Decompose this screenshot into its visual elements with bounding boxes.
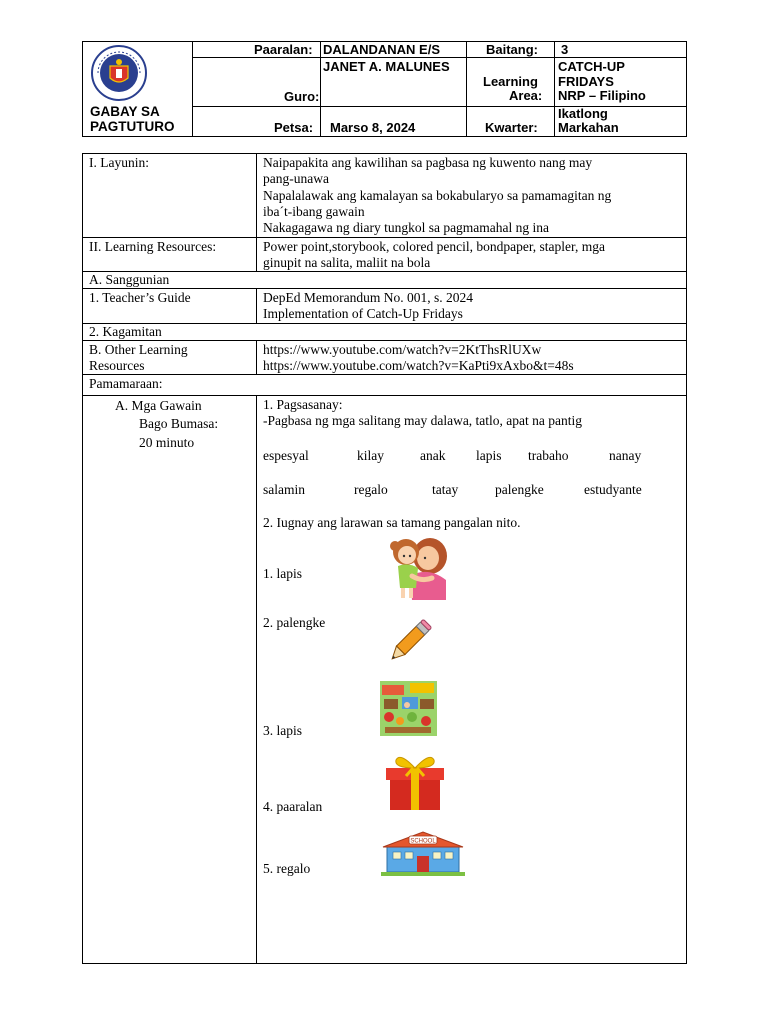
guide-title-line2: PAGTUTURO bbox=[90, 119, 175, 134]
word-palengke: palengke bbox=[495, 482, 544, 497]
teacher-label: Guro: bbox=[284, 89, 320, 104]
gift-picture bbox=[384, 752, 446, 812]
teachers-guide-line-2: Implementation of Catch-Up Fridays bbox=[263, 306, 463, 321]
drill-instruction: -Pagbasa ng mga salitang may dalawa, tatlo, apat na pantig bbox=[263, 413, 583, 428]
school-picture bbox=[381, 830, 465, 876]
area-value-line1: CATCH-UP bbox=[558, 59, 625, 74]
teachers-guide-label: 1. Teacher’s Guide bbox=[89, 290, 191, 305]
match-instruction: 2. Iugnay ang larawan sa tamang pangalan nito. bbox=[263, 515, 521, 530]
youtube-link-2[interactable]: https://www.youtube.com/watch?v=KaPti9xAxbo&t=48s bbox=[263, 358, 574, 373]
school-value: DALANDANAN E/S bbox=[323, 42, 440, 57]
word-lapis: lapis bbox=[476, 448, 502, 463]
other-resources-label-line1: B. Other Learning bbox=[89, 342, 188, 357]
school-sign-text: SCHOOL bbox=[410, 838, 436, 845]
activity-label-line3: 20 minuto bbox=[139, 435, 195, 450]
grade-label: Baitang: bbox=[486, 42, 538, 57]
guide-title bbox=[90, 104, 175, 134]
teacher-value: JANET A. MALUNES bbox=[323, 59, 450, 74]
drill-title: 1. Pagsasanay: bbox=[263, 397, 343, 412]
area-value-line3: NRP – Filipino bbox=[558, 88, 646, 103]
mother-child-picture bbox=[386, 536, 450, 602]
deped-seal-icon bbox=[90, 44, 148, 102]
match-item-4: 4. paaralan bbox=[263, 799, 323, 814]
market-picture bbox=[380, 681, 437, 736]
area-label-line2: Area: bbox=[509, 88, 543, 103]
objective-line-1: Naipapakita ang kawilihan sa pagbasa ng kuwento nang may bbox=[263, 155, 593, 170]
date-label: Petsa: bbox=[274, 120, 314, 135]
quarter-value-line2: Markahan bbox=[558, 120, 619, 135]
other-resources-label-line2: Resources bbox=[89, 358, 145, 373]
procedure-label: Pamamaraan: bbox=[89, 376, 163, 391]
word-tatay: tatay bbox=[432, 482, 459, 497]
resources-line-1: Power point,storybook, colored pencil, bondpaper, stapler, mga bbox=[263, 239, 605, 254]
references-label: A. Sanggunian bbox=[89, 272, 170, 287]
objective-line-5: Nakagagawa ng diary tungkol sa pagmamahal ng ina bbox=[263, 220, 550, 235]
word-kilay: kilay bbox=[357, 448, 384, 463]
quarter-value-line1: Ikatlong bbox=[558, 106, 608, 121]
objectives-label: I. Layunin: bbox=[89, 155, 149, 170]
match-item-3: 3. lapis bbox=[263, 723, 302, 738]
materials-label: 2. Kagamitan bbox=[89, 324, 162, 339]
match-item-5: 5. regalo bbox=[263, 861, 311, 876]
match-item-1: 1. lapis bbox=[263, 566, 302, 581]
word-espesyal: espesyal bbox=[263, 448, 309, 463]
area-value-line2: FRIDAYS bbox=[558, 74, 614, 89]
objective-line-2: pang-unawa bbox=[263, 171, 329, 186]
objective-line-3: Napalalawak ang kamalayan sa bokabularyo sa pamamagitan ng bbox=[263, 188, 612, 203]
youtube-link-1[interactable]: https://www.youtube.com/watch?v=2KtThsRlUXw bbox=[263, 342, 542, 357]
teachers-guide-line-1: DepEd Memorandum No. 001, s. 2024 bbox=[263, 290, 473, 305]
quarter-label: Kwarter: bbox=[485, 120, 538, 135]
activity-label-line2: Bago Bumasa: bbox=[139, 416, 219, 431]
word-salamin: salamin bbox=[263, 482, 305, 497]
word-nanay: nanay bbox=[609, 448, 642, 463]
word-regalo: regalo bbox=[354, 482, 388, 497]
resources-label: II. Learning Resources: bbox=[89, 239, 217, 254]
grade-value: 3 bbox=[561, 42, 569, 57]
date-value: Marso 8, 2024 bbox=[330, 120, 416, 135]
pencil-picture bbox=[388, 614, 436, 664]
activity-label-line1: A. Mga Gawain bbox=[115, 398, 202, 413]
objective-line-4: iba´t-ibang gawain bbox=[263, 204, 365, 219]
word-anak: anak bbox=[420, 448, 446, 463]
word-estudyante: estudyante bbox=[584, 482, 642, 497]
school-label: Paaralan: bbox=[254, 42, 313, 57]
word-trabaho: trabaho bbox=[528, 448, 569, 463]
match-item-2: 2. palengke bbox=[263, 615, 326, 630]
resources-line-2: ginupit na salita, maliit na bola bbox=[263, 255, 431, 270]
guide-title-line1: GABAY SA bbox=[90, 104, 160, 119]
area-label-line1: Learning bbox=[483, 74, 538, 89]
